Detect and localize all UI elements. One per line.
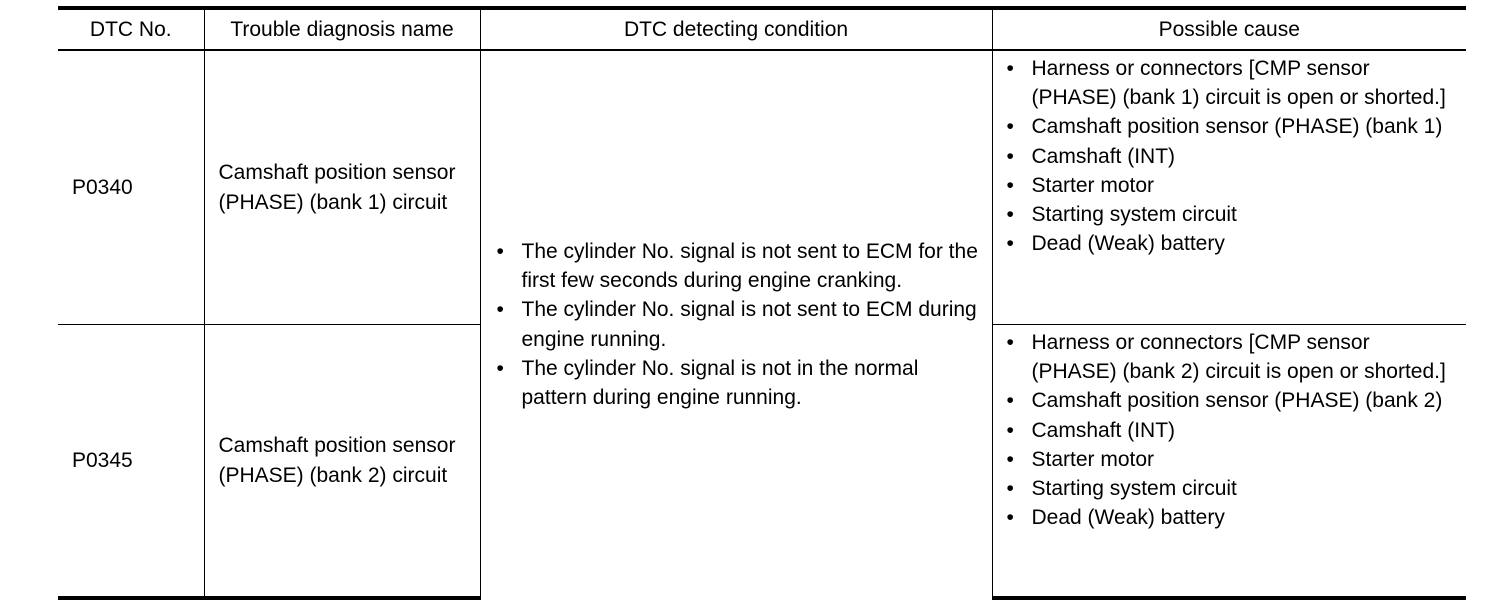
header-row [58,8,1466,50]
header-dtc-no: DTC No. [58,8,204,50]
trouble-name-cell: Camshaft position sensor (PHASE) (bank 2) circuit [204,325,480,599]
detecting-condition-cell [480,50,992,598]
cause-item: • Starter motor [1005,445,1459,474]
condition-item: • The cylinder No. signal is not in the normal pattern during engine running. [495,354,988,412]
cause-item: • Harness or connectors [CMP sensor (PHASE) (bank 1) circuit is open or shorted.] [1005,54,1459,112]
cause-item: • Dead (Weak) battery [1005,503,1459,532]
cause-item: • Camshaft position sensor (PHASE) (bank 1) [1005,112,1459,141]
dtc-table [58,6,1466,600]
cause-item: • Starting system circuit [1005,474,1459,503]
dtc-code-cell: P0345 [58,325,204,599]
cause-item: • Starting system circuit [1005,200,1459,229]
condition-list [495,237,988,412]
header-dtc-detecting-condition: DTC detecting condition [480,8,992,50]
possible-cause-cell [992,50,1466,325]
header-possible-cause: Possible cause [992,8,1466,50]
possible-cause-cell [992,325,1466,599]
table-row [58,50,1466,325]
condition-item: • The cylinder No. signal is not sent to ECM for the first few seconds during engine cranking. [495,237,988,295]
header-trouble-diagnosis-name: Trouble diagnosis name [204,8,480,50]
cause-item: • Dead (Weak) battery [1005,229,1459,258]
cause-item: • Starter motor [1005,171,1459,200]
cause-item: • Camshaft (INT) [1005,416,1459,445]
trouble-name-cell: Camshaft position sensor (PHASE) (bank 1) circuit [204,50,480,325]
dtc-code-cell: P0340 [58,50,204,325]
cause-item: • Camshaft (INT) [1005,142,1459,171]
cause-item: • Camshaft position sensor (PHASE) (bank 2) [1005,386,1459,415]
cause-list [1005,325,1459,532]
condition-item: • The cylinder No. signal is not sent to ECM during engine running. [495,295,988,353]
cause-list [1005,51,1459,258]
cause-item: • Harness or connectors [CMP sensor (PHASE) (bank 2) circuit is open or shorted.] [1005,328,1459,386]
